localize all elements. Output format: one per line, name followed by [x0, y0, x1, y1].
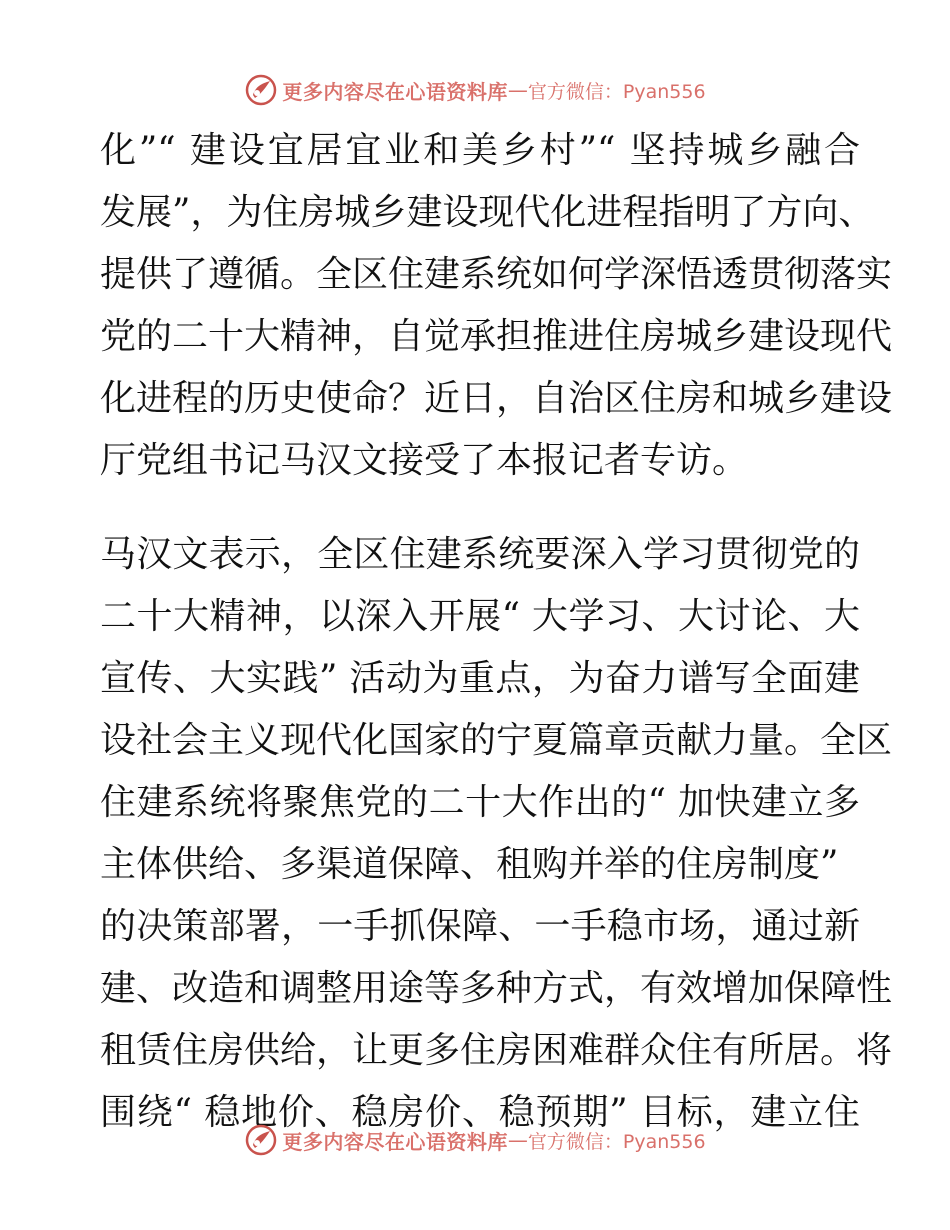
text-line: 的决策部署，一手抓保障、一手稳市场，通过新	[100, 906, 860, 947]
text-line: 二十大精神，以深入开展“ 大学习、大讨论、大	[100, 596, 860, 637]
logo-icon	[244, 1123, 278, 1157]
text-line: 厅党组书记马汉文接受了本报记者专访。	[100, 440, 749, 481]
paragraph-2	[100, 524, 893, 1144]
text-line: 提供了遵循。全区住建系统如何学深悟透贯彻落实	[100, 254, 893, 295]
footer-watermark	[0, 1120, 950, 1160]
watermark-separator: —	[507, 1128, 528, 1152]
watermark-side-text: 官方微信：Pyan556	[527, 1130, 706, 1153]
text-line: 围绕“ 稳地价、稳房价、稳预期” 目标，建立住	[100, 1092, 860, 1133]
document-body	[100, 120, 893, 1144]
watermark-side-text: 官方微信：Pyan556	[527, 80, 706, 103]
text-line: 马汉文表示，全区住建系统要深入学习贯彻党的	[100, 534, 860, 575]
watermark-main-text: 更多内容尽在心语资料库	[282, 79, 508, 104]
text-line: 宣传、大实践” 活动为重点，为奋力谱写全面建	[100, 658, 860, 699]
text-line: 建、改造和调整用途等多种方式，有效增加保障性	[100, 968, 893, 1009]
text-line: 租赁住房供给，让更多住房困难群众住有所居。将	[100, 1030, 893, 1071]
watermark-main-text: 更多内容尽在心语资料库	[282, 1129, 508, 1154]
text-line: 化进程的历史使命？近日，自治区住房和城乡建设	[100, 378, 893, 419]
text-line: 主体供给、多渠道保障、租购并举的住房制度”	[100, 844, 839, 885]
watermark-separator: —	[507, 78, 528, 102]
text-line: 住建系统将聚焦党的二十大作出的“ 加快建立多	[100, 782, 860, 823]
text-line: 党的二十大精神，自觉承担推进住房城乡建设现代	[100, 316, 893, 357]
text-line: 设社会主义现代化国家的宁夏篇章贡献力量。全区	[100, 720, 893, 761]
header-watermark	[0, 70, 950, 110]
logo-icon	[244, 73, 278, 107]
paragraph-1	[100, 120, 893, 492]
paragraph-spacer	[100, 492, 860, 524]
text-line: 发展”，为住房城乡建设现代化进程指明了方向、	[100, 192, 875, 233]
text-line: 化”“ 建设宜居宜业和美乡村”“ 坚持城乡融合	[100, 130, 860, 171]
